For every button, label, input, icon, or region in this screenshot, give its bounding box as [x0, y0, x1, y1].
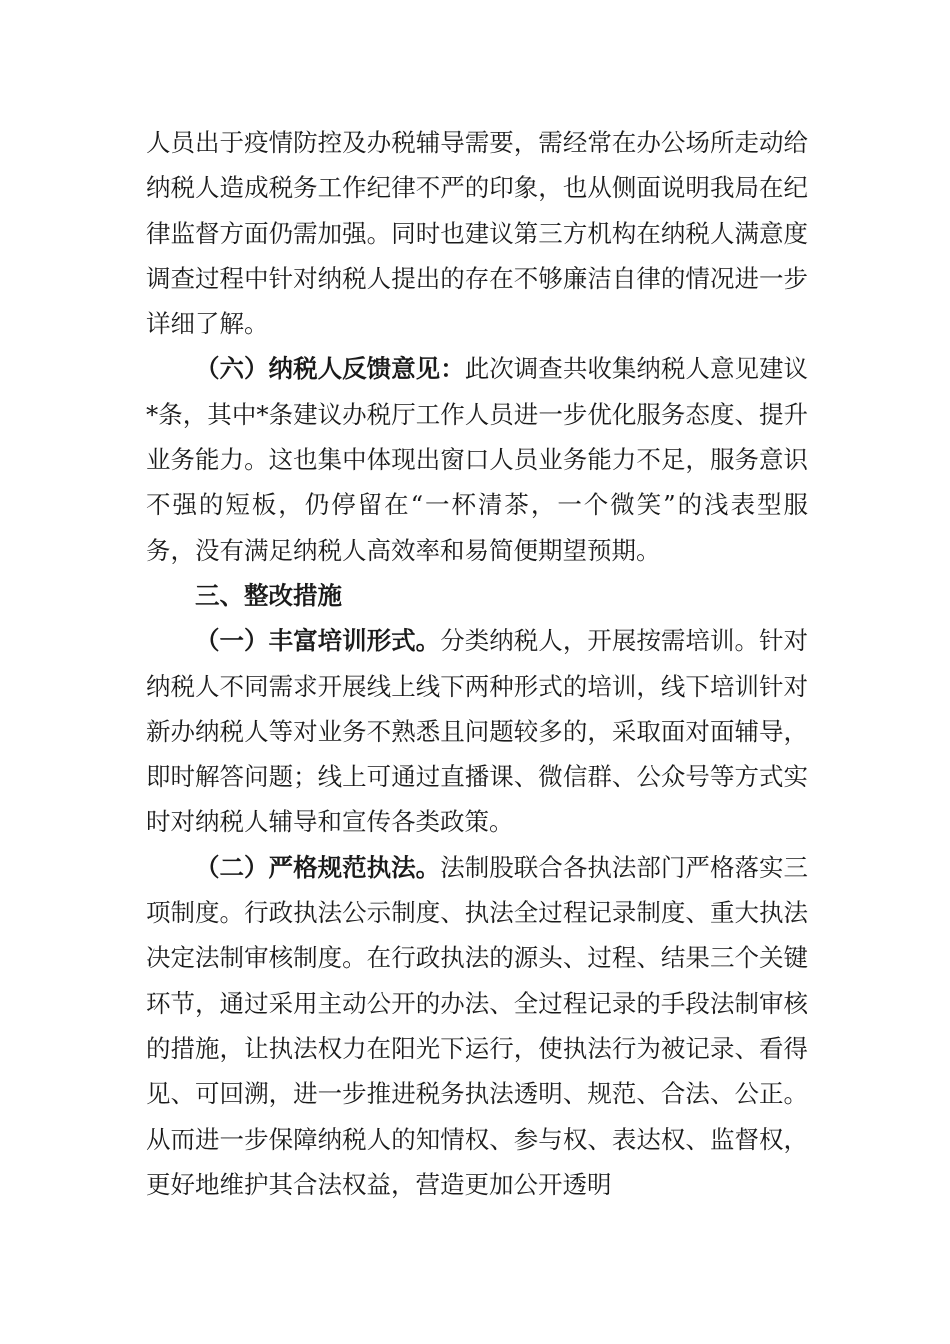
paragraph-lead: （一）丰富培训形式。 — [195, 626, 441, 656]
paragraph-training — [146, 618, 808, 844]
section-heading: 三、整改措施 — [195, 580, 342, 610]
paragraph-enforcement — [146, 845, 808, 1207]
paragraph-text: 法制股联合各执法部门严格落实三项制度。行政执法公示制度、执法全过程记录制度、重大执法决定法制审核制度。在行政执法的源头、过程、结果三个关键环节，通过采用主动公开的办法、全过程记录的手段法制审核的措施，让执法权力在阳光下运行，使执法行为被记录、看得见、可回溯，进一步推进税务执法透明、规范、合法、公正。从而进一步保障纳税人的知情权、参与权、表达权、监督权，更好地维护其合法权益，营造更加公开透明 — [146, 852, 809, 1199]
paragraph-lead: （六）纳税人反馈意见： — [195, 354, 465, 384]
paragraph-text: 此次调查共收集纳税人意见建议*条，其中*条建议办税厅工作人员进一步优化服务态度、提升业务能力。这也集中体现出窗口人员业务能力不足，服务意识不强的短板，仍停留在“一杯清茶，一个微笑”的浅表型服务，没有满足纳税人高效率和易简便期望预期。 — [146, 354, 809, 565]
document-body — [146, 120, 808, 1207]
paragraph-text: 分类纳税人，开展按需培训。针对纳税人不同需求开展线上线下两种形式的培训，线下培训针对新办纳税人等对业务不熟悉且问题较多的，采取面对面辅导，即时解答问题；线上可通过直播课、微信群、公众号等方式实时对纳税人辅导和宣传各类政策。 — [146, 626, 809, 837]
paragraph-feedback — [146, 346, 808, 572]
paragraph-lead: （二）严格规范执法。 — [195, 852, 441, 882]
paragraph-text: 人员出于疫情防控及办税辅导需要，需经常在办公场所走动给纳税人造成税务工作纪律不严的印象，也从侧面说明我局在纪律监督方面仍需加强。同时也建议第三方机构在纳税人满意度调查过程中针对纳税人提出的存在不够廉洁自律的情况进一步详细了解。 — [146, 128, 808, 339]
paragraph-continued — [146, 120, 808, 346]
